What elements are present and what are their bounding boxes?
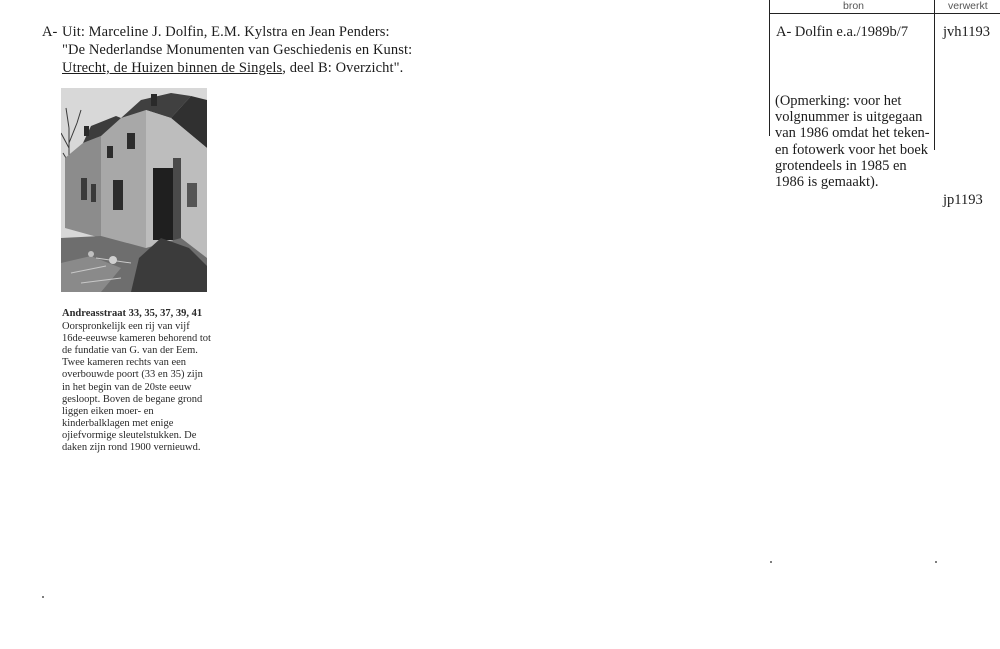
citation-marker: A- bbox=[42, 24, 58, 40]
citation-line-1: Uit: Marceline J. Dolfin, E.M. Kylstra en Jean Penders: bbox=[62, 24, 390, 40]
column-header-bron: bron bbox=[843, 0, 865, 12]
citation-book-title: Utrecht, de Huizen binnen de Singels bbox=[62, 60, 283, 76]
caption-title: Andreasstraat 33, 35, 37, 39, 41 bbox=[62, 308, 203, 319]
form-left-border bbox=[769, 0, 770, 136]
photo-caption bbox=[62, 308, 212, 454]
citation-line-2: "De Nederlandse Monumenten van Geschiedenis en Kunst: bbox=[62, 42, 413, 58]
citation-part: , deel B: Overzicht". bbox=[282, 60, 404, 76]
caption-body: Oorspronkelijk een rij van vijf 16de-eeuwse kameren behorend tot de fundatie van G. van der Eem. Twee kameren rechts van een overbouwde poort (33 en 35) zijn in het begin van de 20ste eeuw gesloopt. Boven de begane grond liggen eiken moer- en kinderbalklagen met enige ojiefvormige sleutelstukken. De daken zijn rond 1900 vernieuwd. bbox=[62, 321, 211, 454]
citation-line-3 bbox=[62, 60, 403, 77]
header-rule bbox=[770, 13, 1000, 14]
remark-note: (Opmerking: voor het volgnummer is uitgegaan van 1986 omdat het teken- en fotowerk voor het boek grotendeels in 1985 en 1986 is gemaakt). bbox=[775, 93, 930, 191]
scan-speck bbox=[770, 561, 772, 563]
scan-speck bbox=[935, 561, 937, 563]
column-header-verwerkt: verwerkt bbox=[948, 0, 988, 12]
verwerkt-entry-1: jvh1193 bbox=[943, 24, 990, 40]
verwerkt-entry-2: jp1193 bbox=[943, 192, 983, 208]
house-photo-drawing bbox=[61, 88, 207, 292]
house-photo bbox=[61, 88, 207, 292]
scan-speck bbox=[42, 596, 44, 598]
bron-entry: A- Dolfin e.a./1989b/7 bbox=[776, 24, 909, 40]
